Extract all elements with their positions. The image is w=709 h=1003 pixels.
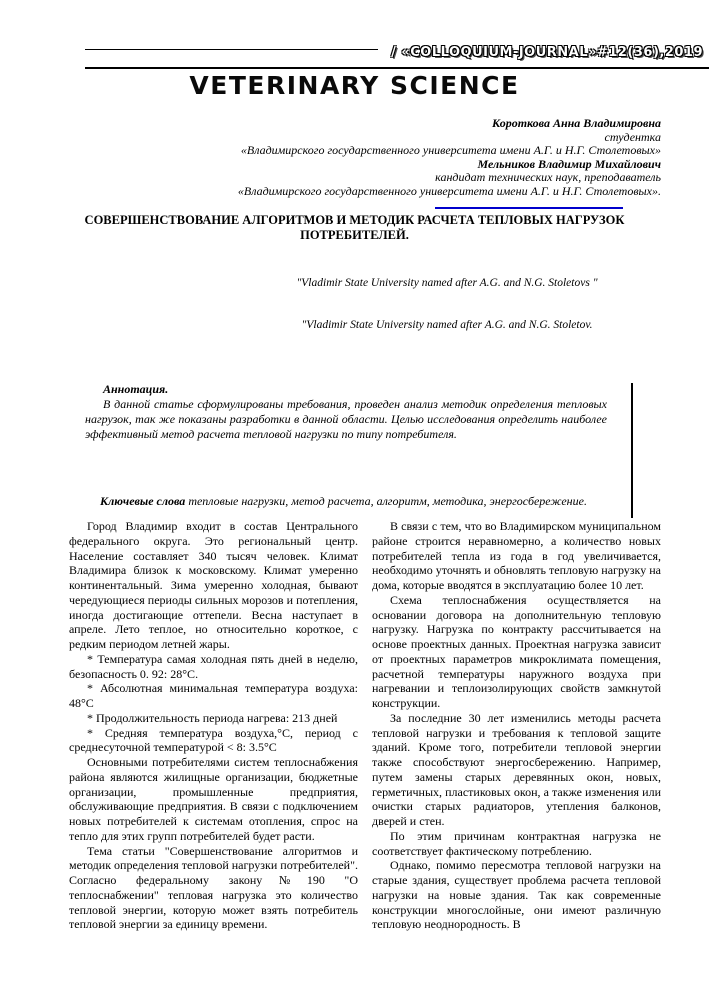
- abstract-text: В данной статье сформулированы требования, проведен анализ методик определения тепловых нагрузок, так же показаны разработки в данной области. Целью исследования определить наиболее эффективный метод расчета тепловой нагрузки по типу потребителя.: [85, 397, 607, 441]
- paragraph: * Абсолютная минимальная температура воздуха: 48°С: [69, 681, 358, 710]
- blue-underline-rule: [435, 207, 623, 209]
- paragraph: В связи с тем, что во Владимирском муниципальном районе строится неравномерно, а количество новых потребителей тепла из года в год увеличивается, необходимо уточнять и обновлять тепловую нагрузку на дома, которые вводятся в эксплуатацию более 10 лет.: [372, 519, 661, 592]
- paragraph: * Температура самая холодная пять дней в неделю, безопасность 0. 92: 28°С.: [69, 651, 358, 681]
- paragraph: Основными потребителями систем теплоснабжения района являются жилищные организации, бюджетные организации, промышленные предприятия, обслуживающие предприятия. В связи с подключением новых потребителей к системам отопления, спрос на тепло для этих групп потребителей будет расти.: [69, 755, 358, 843]
- keywords-text: тепловые нагрузки, метод расчета, алгоритм, методика, энергосбережение.: [185, 494, 587, 508]
- paragraph: Схема теплоснабжения осуществляется на основании договора на дополнительную тепловую нагрузку. Нагрузка по контракту рассчитывается на основе проектных данных. Проектная нагрузка зависит от проектных параметров микроклимата помещения, расчетной температуры наружного воздуха при нагревании и теплоизолирующих свойств замкнутой конструкции.: [372, 592, 661, 710]
- journal-header: / «COLLOQUIUM-JOURNAL»#12(36),2019: [391, 45, 703, 60]
- author-name: Короткова Анна Владимировна: [492, 116, 661, 130]
- body-columns: [69, 519, 661, 939]
- article-title: [48, 213, 661, 243]
- english-affiliation-1: "Vladimir State University named after A.G. and N.G. Stoletovs ": [296, 277, 598, 289]
- paragraph: Город Владимир входит в состав Центрального федерального округа. Это региональный центр. Население составляет 340 тысяч человек. Климат Владимира близок к московскому. Климат умеренно континентальный. Зима умеренно холодная, бывают чередующиеся периоды сильных морозов и потепления, иногда достигающие оттепели. Весна наступает в апреле. Лето теплое, но относительно короткое, с редким периодом летней жары.: [69, 519, 358, 651]
- author-name: Мельников Владимир Михайлович: [477, 156, 661, 171]
- author-affiliation: «Владимирского государственного университета имени А.Г. и Н.Г. Столетовых»: [240, 143, 661, 158]
- keywords-label: Ключевые слова: [100, 494, 186, 508]
- authors-block: [101, 117, 661, 199]
- paragraph: Однако, помимо пересмотра тепловой нагрузки на старые здания, существует проблема расчета тепловой нагрузки на новые здания. Так как современные конструкции многослойные, они имеют различную тепловую неоднородность. В: [372, 858, 661, 932]
- article-title-line: СОВЕРШЕНСТВОВАНИЕ АЛГОРИТМОВ И МЕТОДИК РАСЧЕТА ТЕПЛОВЫХ НАГРУЗОК: [84, 213, 625, 227]
- author-role: студентка: [604, 129, 661, 144]
- author-affiliation: «Владимирского государственного университета имени А.Г. и Н.Г. Столетовых».: [237, 183, 661, 198]
- abstract-label: Аннотация.: [103, 382, 169, 396]
- header-rule-top: [85, 49, 378, 50]
- abstract-block: [85, 382, 607, 442]
- paragraph: За последние 30 лет изменились методы расчета тепловой нагрузки и требования к тепловой защите зданий. Кроме того, потребители тепловой энергии также способствуют энергосбережению. Например, путем замены старых деревянных окон, новых, герметичных, пластиковых окон, а также изменения или очистки старых радиаторов, утепления балконов, дверей и стен.: [372, 710, 661, 828]
- paragraph: * Средняя температура воздуха,°С, период с среднесуточной температурой < 8: 3.5°С: [69, 725, 358, 755]
- keywords-block: [85, 494, 625, 509]
- margin-change-bar: [631, 383, 633, 518]
- paragraph: * Продолжительность периода нагрева: 213 дней: [87, 710, 338, 725]
- section-title: VETERINARY SCIENCE: [189, 71, 520, 100]
- paragraph: Тема статьи "Совершенствование алгоритмов и методик определения тепловой нагрузки потребителей". Согласно федеральному закону№190 "О теплоснабжении" тепловая нагрузка это количество тепловой энергии, которую может взять потребитель тепловой энергии за единицу времени.: [69, 843, 358, 932]
- paragraph: По этим причинам контрактная нагрузка не соответствует фактическому потреблению.: [372, 828, 661, 858]
- body-column-right: [372, 519, 661, 939]
- english-affiliation-2: "Vladimir State University named after A.G. and N.G. Stoletov.: [301, 319, 593, 331]
- author-role: кандидат технических наук, преподаватель: [435, 170, 661, 185]
- header-rule-bottom: [85, 67, 709, 69]
- article-title-line: ПОТРЕБИТЕЛЕЙ.: [300, 228, 409, 242]
- body-column-left: [69, 519, 358, 939]
